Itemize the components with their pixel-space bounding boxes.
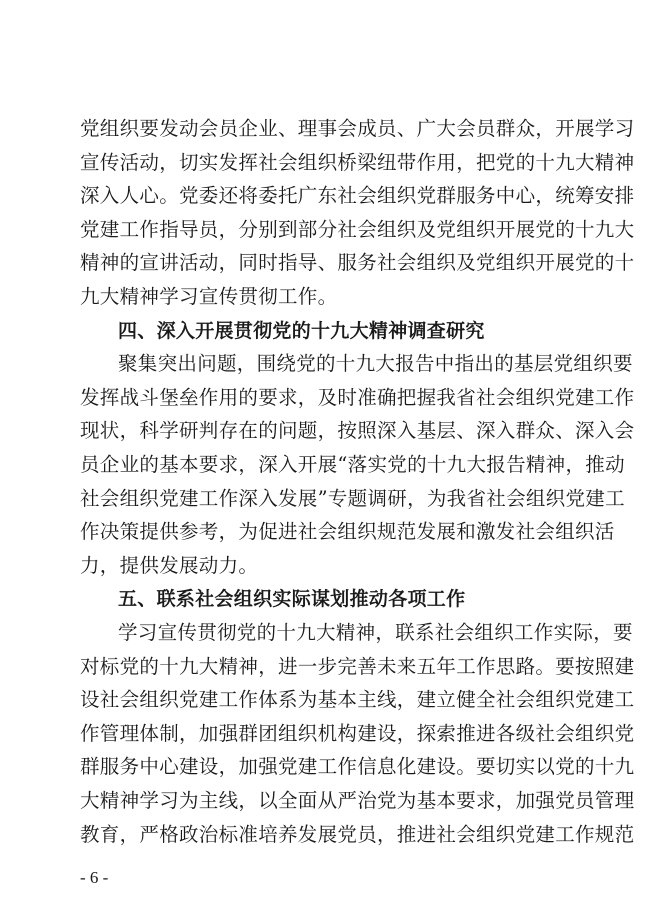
paragraph-line: 员企业的基本要求，深入开展“落实党的十九大报告精神，推动	[80, 453, 625, 476]
page-number: - 6 -	[80, 868, 109, 887]
section-heading-4: 四、深入开展贯彻党的十九大精神调查研究	[118, 320, 485, 342]
paragraph-line: 精神的宣讲活动，同时指导、服务社会组织及党组织开展党的十	[80, 251, 635, 274]
paragraph-line: 九大精神学习宣传贯彻工作。	[80, 285, 338, 308]
paragraph-line: 深入人心。党委还将委托广东社会组织党群服务中心，统筹安排	[80, 184, 635, 207]
paragraph-line: 聚集突出问题，围绕党的十九大报告中指出的基层党组织要	[118, 352, 633, 375]
paragraph-line: 宣传活动，切实发挥社会组织桥梁纽带作用，把党的十九大精神	[80, 151, 635, 174]
paragraph-line: 学习宣传贯彻党的十九大精神，联系社会组织工作实际，要	[118, 621, 633, 644]
paragraph-line: 党组织要发动会员企业、理事会成员、广大会员群众，开展学习	[80, 117, 635, 140]
paragraph-line: 对标党的十九大精神，进一步完善未来五年工作思路。要按照建	[80, 655, 635, 678]
paragraph-line: 教育，严格政治标准培养发展党员，推进社会组织党建工作规范	[80, 823, 635, 846]
paragraph-line: 党建工作指导员，分别到部分社会组织及党组织开展党的十九大	[80, 218, 635, 241]
paragraph-line: 发挥战斗堡垒作用的要求，及时准确把握我省社会组织党建工作	[80, 386, 635, 409]
paragraph-line: 现状，科学研判存在的问题，按照深入基层、深入群众、深入会	[80, 419, 635, 442]
paragraph-line: 作管理体制，加强群团组织机构建设，探索推进各级社会组织党	[80, 722, 635, 745]
paragraph-line: 社会组织党建工作深入发展”专题调研，为我省社会组织党建工	[80, 487, 625, 510]
paragraph-line: 群服务中心建设，加强党建工作信息化建设。要切实以党的十九	[80, 755, 635, 778]
paragraph-line: 设社会组织党建工作体系为基本主线，建立健全社会组织党建工	[80, 688, 635, 711]
paragraph-line: 作决策提供参考，为促进社会组织规范发展和激发社会组织活	[80, 520, 615, 543]
paragraph-line: 力，提供发展动力。	[80, 554, 259, 577]
paragraph-line: 大精神学习为主线，以全面从严治党为基本要求，加强党员管理	[80, 789, 635, 812]
section-heading-5: 五、联系社会组织实际谋划推动各项工作	[118, 588, 466, 610]
